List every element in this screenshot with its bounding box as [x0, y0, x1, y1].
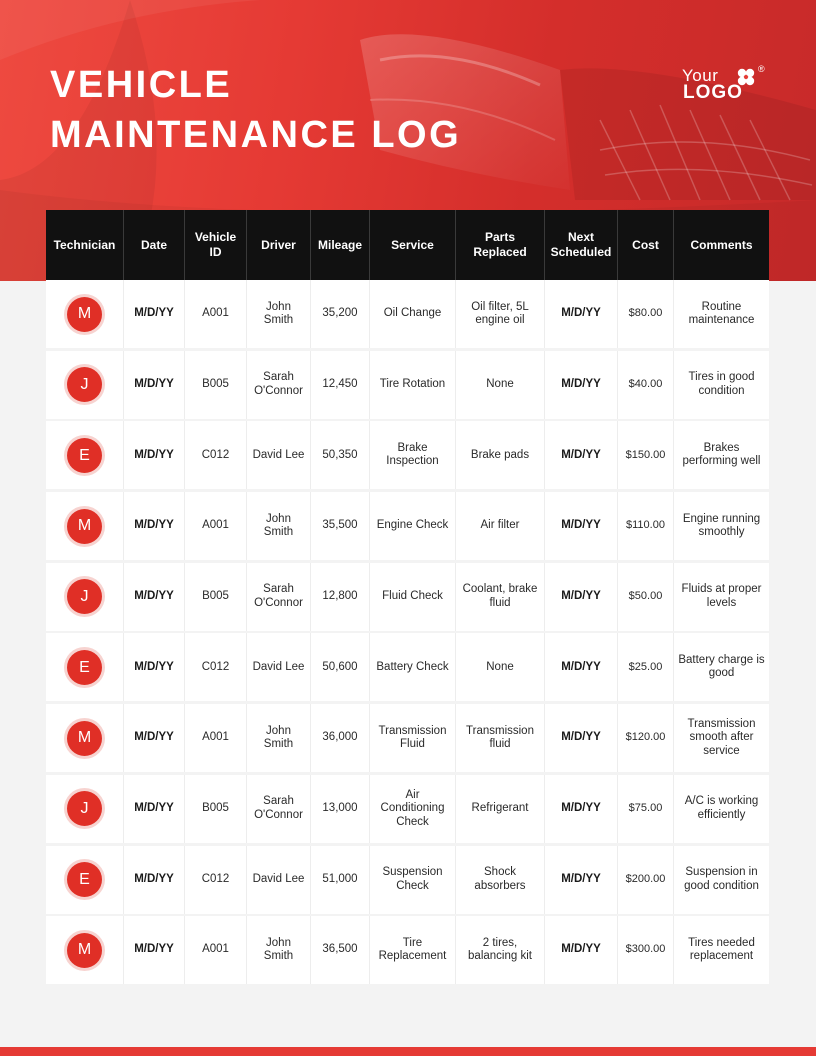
- date-cell: M/D/YY: [124, 704, 185, 772]
- table-row: [46, 421, 769, 489]
- parts-replaced-cell: Shock absorbers: [456, 846, 545, 914]
- company-logo: [682, 66, 772, 106]
- parts-replaced-cell: None: [456, 633, 545, 701]
- parts-replaced-cell: Refrigerant: [456, 775, 545, 843]
- technician-avatar: M: [67, 509, 102, 544]
- col-header-comments: Comments: [690, 237, 753, 252]
- col-header-cost: Cost: [618, 210, 674, 280]
- technician-avatar: J: [67, 579, 102, 614]
- technician-avatar: M: [67, 721, 102, 756]
- next-scheduled-cell: M/D/YY: [545, 633, 618, 701]
- driver-cell: David Lee: [247, 846, 311, 914]
- mileage-cell: 36,500: [311, 916, 370, 984]
- title-line-1: VEHICLE: [50, 64, 233, 106]
- parts-replaced-cell: 2 tires, balancing kit: [456, 916, 545, 984]
- logo-word-text: LOGO: [683, 82, 743, 103]
- cost-cell: $110.00: [618, 492, 674, 560]
- table-row: [46, 492, 769, 560]
- cost-cell: $300.00: [618, 916, 674, 984]
- next-scheduled-cell: M/D/YY: [545, 563, 618, 631]
- vehicle-id-cell: C012: [185, 633, 247, 701]
- parts-replaced-cell: Coolant, brake fluid: [456, 563, 545, 631]
- comments-cell: Engine running smoothly: [682, 512, 761, 539]
- next-scheduled-cell: M/D/YY: [545, 704, 618, 772]
- service-cell: Tire Rotation: [370, 351, 456, 419]
- col-header-technician: Technician: [46, 210, 124, 280]
- mileage-cell: 35,200: [311, 280, 370, 348]
- driver-cell: David Lee: [247, 421, 311, 489]
- technician-cell: [46, 351, 124, 419]
- service-cell: Battery Check: [370, 633, 456, 701]
- cost-cell: $40.00: [618, 351, 674, 419]
- date-cell: M/D/YY: [124, 280, 185, 348]
- parts-replaced-cell: None: [456, 351, 545, 419]
- technician-avatar: M: [67, 933, 102, 968]
- service-cell: Tire Replacement: [370, 916, 456, 984]
- cost-cell: $150.00: [618, 421, 674, 489]
- technician-cell: [46, 704, 124, 772]
- col-header-mileage: Mileage: [311, 210, 370, 280]
- comments-cell: Transmission smooth after service: [687, 717, 756, 757]
- comments-cell: Suspension in good condition: [684, 866, 759, 892]
- mileage-cell: 36,000: [311, 704, 370, 772]
- maintenance-table: [46, 210, 769, 984]
- comments-cell: A/C is working efficiently: [684, 795, 759, 821]
- table-body: [46, 280, 769, 984]
- vehicle-id-cell: B005: [185, 351, 247, 419]
- technician-cell: [46, 846, 124, 914]
- page-title: [50, 60, 461, 160]
- parts-replaced-cell: Air filter: [456, 492, 545, 560]
- date-cell: M/D/YY: [124, 846, 185, 914]
- date-cell: M/D/YY: [124, 633, 185, 701]
- service-cell: Fluid Check: [370, 563, 456, 631]
- cost-cell: $50.00: [618, 563, 674, 631]
- col-header-next-scheduled: Next Scheduled: [545, 210, 618, 280]
- driver-cell: John Smith: [247, 492, 311, 560]
- technician-cell: [46, 633, 124, 701]
- driver-cell: Sarah O'Connor: [247, 775, 311, 843]
- cost-cell: $25.00: [618, 633, 674, 701]
- technician-avatar: M: [67, 297, 102, 332]
- comments-cell: Battery charge is good: [678, 653, 765, 680]
- technician-cell: [46, 421, 124, 489]
- col-header-service: Service: [370, 210, 456, 280]
- technician-cell: [46, 775, 124, 843]
- service-cell: Brake Inspection: [370, 421, 456, 489]
- parts-replaced-cell: Oil filter, 5L engine oil: [456, 280, 545, 348]
- vehicle-id-cell: A001: [185, 492, 247, 560]
- technician-avatar: E: [67, 862, 102, 897]
- vehicle-id-cell: A001: [185, 280, 247, 348]
- cost-cell: $200.00: [618, 846, 674, 914]
- next-scheduled-cell: M/D/YY: [545, 492, 618, 560]
- cost-cell: $75.00: [618, 775, 674, 843]
- next-scheduled-cell: M/D/YY: [545, 280, 618, 348]
- table-row: [46, 846, 769, 914]
- vehicle-id-cell: A001: [185, 704, 247, 772]
- service-cell: Transmission Fluid: [370, 704, 456, 772]
- table-row: [46, 351, 769, 419]
- driver-cell: John Smith: [247, 916, 311, 984]
- mileage-cell: 13,000: [311, 775, 370, 843]
- driver-cell: David Lee: [247, 633, 311, 701]
- date-cell: M/D/YY: [124, 421, 185, 489]
- vehicle-id-cell: B005: [185, 775, 247, 843]
- table-row: [46, 916, 769, 984]
- technician-avatar: E: [67, 650, 102, 685]
- service-cell: Suspension Check: [370, 846, 456, 914]
- comments-cell: Routine maintenance: [688, 300, 755, 326]
- mileage-cell: 50,600: [311, 633, 370, 701]
- mileage-cell: 12,800: [311, 563, 370, 631]
- registered-mark: ®: [758, 64, 765, 74]
- col-header-date: Date: [124, 210, 185, 280]
- col-header-parts-replaced: Parts Replaced: [456, 210, 545, 280]
- date-cell: M/D/YY: [124, 563, 185, 631]
- technician-avatar: J: [67, 367, 102, 402]
- date-cell: M/D/YY: [124, 351, 185, 419]
- comments-cell: Fluids at proper levels: [681, 583, 762, 609]
- comments-cell: Brakes performing well: [682, 441, 761, 468]
- next-scheduled-cell: M/D/YY: [545, 916, 618, 984]
- vehicle-id-cell: C012: [185, 421, 247, 489]
- driver-cell: John Smith: [247, 704, 311, 772]
- technician-cell: [46, 280, 124, 348]
- technician-cell: [46, 563, 124, 631]
- driver-cell: John Smith: [247, 280, 311, 348]
- vehicle-id-cell: B005: [185, 563, 247, 631]
- title-line-2: MAINTENANCE LOG: [50, 114, 462, 156]
- driver-cell: Sarah O'Connor: [247, 351, 311, 419]
- col-header-driver: Driver: [247, 210, 311, 280]
- table-row: [46, 775, 769, 843]
- logo-your-text: Your: [682, 66, 719, 85]
- mileage-cell: 35,500: [311, 492, 370, 560]
- technician-avatar: E: [67, 438, 102, 473]
- parts-replaced-cell: Transmission fluid: [456, 704, 545, 772]
- service-cell: Oil Change: [370, 280, 456, 348]
- cost-cell: $120.00: [618, 704, 674, 772]
- table-row: [46, 704, 769, 772]
- cost-cell: $80.00: [618, 280, 674, 348]
- next-scheduled-cell: M/D/YY: [545, 846, 618, 914]
- service-cell: Air Conditioning Check: [370, 775, 456, 843]
- next-scheduled-cell: M/D/YY: [545, 421, 618, 489]
- table-header: [46, 210, 769, 280]
- table-row: [46, 633, 769, 701]
- footer-accent-bar: [0, 1047, 816, 1056]
- technician-avatar: J: [67, 791, 102, 826]
- driver-cell: Sarah O'Connor: [247, 563, 311, 631]
- mileage-cell: 12,450: [311, 351, 370, 419]
- next-scheduled-cell: M/D/YY: [545, 351, 618, 419]
- date-cell: M/D/YY: [124, 492, 185, 560]
- vehicle-id-cell: C012: [185, 846, 247, 914]
- date-cell: M/D/YY: [124, 775, 185, 843]
- next-scheduled-cell: M/D/YY: [545, 775, 618, 843]
- technician-cell: [46, 492, 124, 560]
- comments-cell: Tires needed replacement: [688, 936, 755, 963]
- mileage-cell: 50,350: [311, 421, 370, 489]
- comments-cell: Tires in good condition: [688, 371, 755, 397]
- table-row: [46, 280, 769, 348]
- mileage-cell: 51,000: [311, 846, 370, 914]
- col-header-vehicle-id: Vehicle ID: [185, 210, 247, 280]
- date-cell: M/D/YY: [124, 916, 185, 984]
- vehicle-id-cell: A001: [185, 916, 247, 984]
- table-row: [46, 563, 769, 631]
- parts-replaced-cell: Brake pads: [456, 421, 545, 489]
- technician-cell: [46, 916, 124, 984]
- service-cell: Engine Check: [370, 492, 456, 560]
